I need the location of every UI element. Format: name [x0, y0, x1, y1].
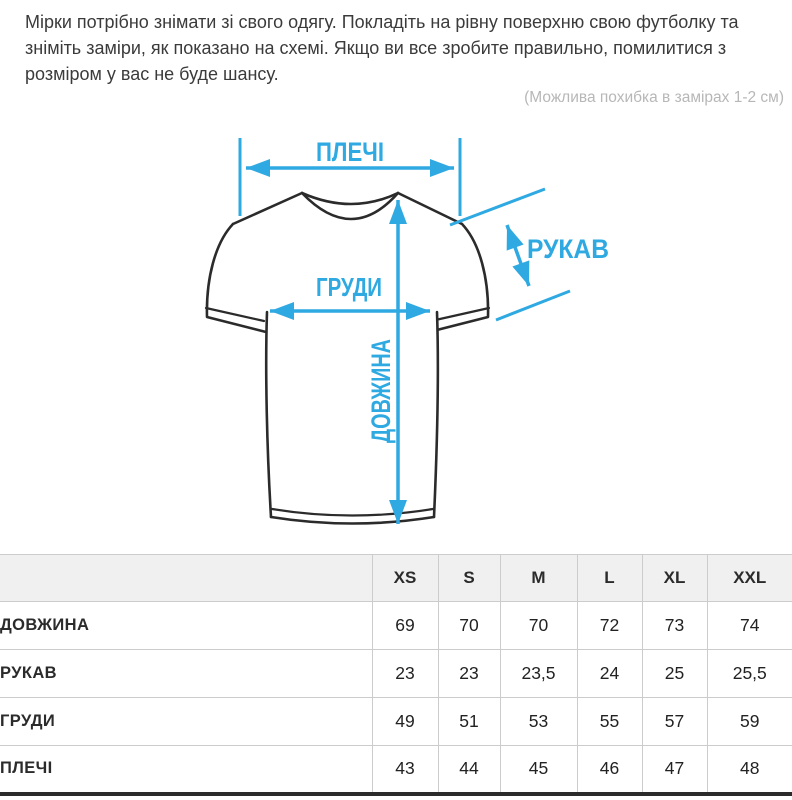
row-label: ГРУДИ: [0, 698, 372, 746]
tshirt-outline: [206, 193, 489, 524]
size-value-cell: 24: [577, 650, 642, 698]
size-value-cell: 46: [577, 746, 642, 794]
size-value-cell: 51: [438, 698, 500, 746]
size-value-cell: 73: [642, 602, 707, 650]
size-col-header: S: [438, 555, 500, 602]
empty-header-cell: [0, 555, 372, 602]
size-col-header: XXL: [707, 555, 792, 602]
size-value-cell: 72: [577, 602, 642, 650]
size-col-header: M: [500, 555, 577, 602]
size-value-cell: 57: [642, 698, 707, 746]
size-value-cell: 69: [372, 602, 438, 650]
size-value-cell: 74: [707, 602, 792, 650]
size-value-cell: 23,5: [500, 650, 577, 698]
size-table: [0, 554, 792, 796]
row-label: ДОВЖИНА: [0, 602, 372, 650]
table-row: [0, 602, 792, 650]
chest-label: ГРУДИ: [316, 272, 382, 302]
table-row: [0, 746, 792, 794]
size-col-header: L: [577, 555, 642, 602]
size-value-cell: 70: [438, 602, 500, 650]
length-label: ДОВЖИНА: [366, 301, 396, 443]
tolerance-note: (Можлива похибка в замірах 1-2 см): [524, 89, 784, 106]
size-value-cell: 47: [642, 746, 707, 794]
tshirt-measurement-diagram: [0, 121, 792, 551]
size-value-cell: 49: [372, 698, 438, 746]
intro-text: Мірки потрібно знімати зі свого одягу. Покладіть на рівну поверхню свою футболку та зніміть заміри, як показано на схемі. Якщо ви все зробите правильно, помилитися з розміром у вас не буде шансу.: [25, 12, 739, 84]
size-value-cell: 43: [372, 746, 438, 794]
size-value-cell: 45: [500, 746, 577, 794]
row-label: ПЛЕЧІ: [0, 746, 372, 794]
size-col-header: XL: [642, 555, 707, 602]
size-value-cell: 25,5: [707, 650, 792, 698]
row-label: РУКАВ: [0, 650, 372, 698]
size-value-cell: 53: [500, 698, 577, 746]
sleeve-label: РУКАВ: [527, 234, 609, 264]
size-value-cell: 55: [577, 698, 642, 746]
tshirt-diagram-svg: [0, 121, 792, 551]
size-value-cell: 59: [707, 698, 792, 746]
size-value-cell: 23: [372, 650, 438, 698]
size-value-cell: 48: [707, 746, 792, 794]
size-value-cell: 25: [642, 650, 707, 698]
size-value-cell: 70: [500, 602, 577, 650]
table-row: [0, 698, 792, 746]
shoulders-label: ПЛЕЧІ: [316, 137, 384, 167]
size-col-header: XS: [372, 555, 438, 602]
size-value-cell: 23: [438, 650, 500, 698]
size-table-header-row: [0, 555, 792, 602]
size-value-cell: 44: [438, 746, 500, 794]
table-row: [0, 650, 792, 698]
